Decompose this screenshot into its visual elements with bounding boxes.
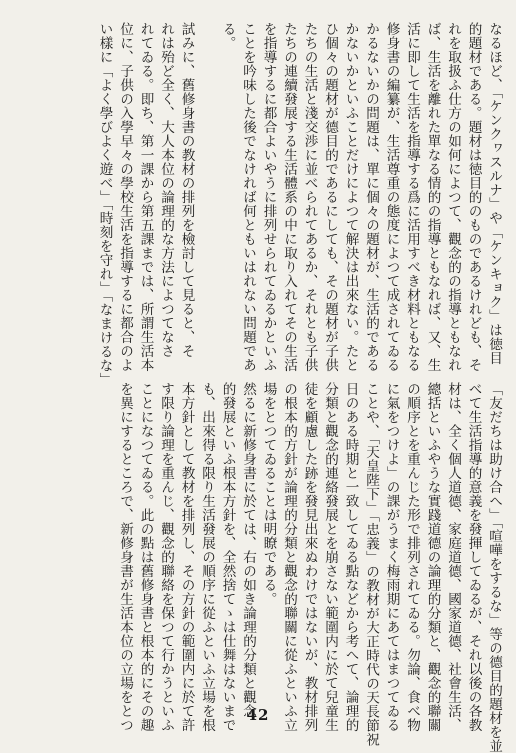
text-line: 徒を顧慮した跡を發見出來ぬわけではないが、教材排列 — [301, 382, 318, 732]
text-line: い樣に「よく學びよく遊べ」「時刻を守れ」「なまけるな」 — [96, 22, 113, 387]
text-line: 位に、子供の入學早々の學校生活を指導するに都合のよ — [117, 22, 133, 372]
text-line: を異にするところで、新修身書が生活本位の立場をとつ — [117, 382, 133, 732]
text-line: 活に即して生活を指導する爲に活用すべき材料ともなる — [404, 22, 420, 372]
text-line: 本方針として教材を排列し、その方針の範圍内に於て許 — [178, 382, 195, 732]
text-line: れを取扱ふ仕方の如何によつて、觀念的の指導ともなれ — [445, 22, 461, 372]
text-line: ことや、「天皇陛下」「忠義」の教材が大正時代の天長節祝 — [363, 382, 379, 747]
text-line: れは殆ど全く、大人本位の論理的な方法によつてなさ — [158, 22, 174, 358]
text-line: 的發展といふ根本方針を、全然捨てゝは仕舞はないまで — [219, 382, 236, 732]
text-line: べて生活指導的意義を發揮してゐるが、それ以後の各教 — [465, 382, 482, 732]
text-line: 然るに新修身書に於ては、右の如き論理的分類と觀念 — [240, 382, 256, 718]
text-line: 場をとつてゐることは明瞭である。 — [260, 382, 277, 606]
upper-text-block — [16, 22, 504, 387]
text-line: 的題材である。題材は徳目的のものであるけれども、そ — [465, 22, 482, 372]
text-line: かるないかの問題は、單に個々の題材が、生活的である — [363, 22, 379, 372]
text-line: の根本的方針が論理的分類と觀念的聯關に從ふといふ立 — [281, 382, 297, 732]
text-line: 總括といふやうな實踐道德の論理的分類と、觀念的聯關 — [424, 382, 441, 732]
text-line: も、出來得る限り生活發展の順序に從ふといふ立場を根 — [199, 382, 215, 732]
text-line: 日のある時期と一致してゐる點などから考へて、論理的 — [342, 382, 359, 732]
text-line — [197, 22, 218, 345]
text-line: 分類と觀念的連絡發展とを崩さない範圍内に於て兒童生 — [322, 382, 338, 732]
text-line: かないかといふことだけによつて解決は出來ない。たと — [342, 22, 359, 372]
text-line: 修身書の編纂が、生活尊重の態度によつて成されてゐる — [383, 22, 400, 372]
text-line: ことを吟味した後でなければ何ともいはれない問題であ — [240, 22, 256, 372]
text-line: ことになつてゐる。此の點は舊修身書と根本的にその趣 — [137, 382, 154, 732]
text-line: 「友だちは助け合へ」「喧嘩をするな」等の德目的題材を並 — [486, 382, 502, 753]
text-line: なるほど、「ケンクヮスルナ」や「ケンキョク」は徳目 — [486, 22, 502, 366]
page-number: 42 — [246, 706, 270, 724]
text-line: ば、生活を離れた單なる情的の指導ともなれば、又、生 — [424, 22, 441, 372]
text-line: たちの生活と淺交渉に並べられてあるか、それとも子供 — [301, 22, 318, 372]
text-line: 試みに、舊修身書の教材の排列を檢討して見ると、そ — [178, 22, 195, 358]
text-line: す限り論理を重んじ、觀念的聯絡を保つて行かうといふ — [158, 382, 174, 732]
text-line: を指導するに都合よいやうに排列せられてゐるかといふ — [260, 22, 277, 372]
text-line: に氣をつけよ」の課がうまく梅雨期にあてはまつてゐる — [383, 382, 400, 732]
text-line: たちの連續發展する生活體系の中に取り入れてその生活 — [281, 22, 297, 372]
text-line: の順序とを重んじた形で排列されてゐる。勿論、食べ物 — [404, 382, 420, 732]
text-line: 材は、全く個人道德、家庭道德、國家道德、社會生活、 — [445, 382, 461, 732]
text-line: る。 — [219, 22, 236, 50]
text-line: れてゐる。即ち、第一課から第五課までは、所謂生活本 — [137, 22, 154, 372]
text-line: ひ個々の題材が德目的であるにしても、その題材が子供 — [322, 22, 338, 372]
